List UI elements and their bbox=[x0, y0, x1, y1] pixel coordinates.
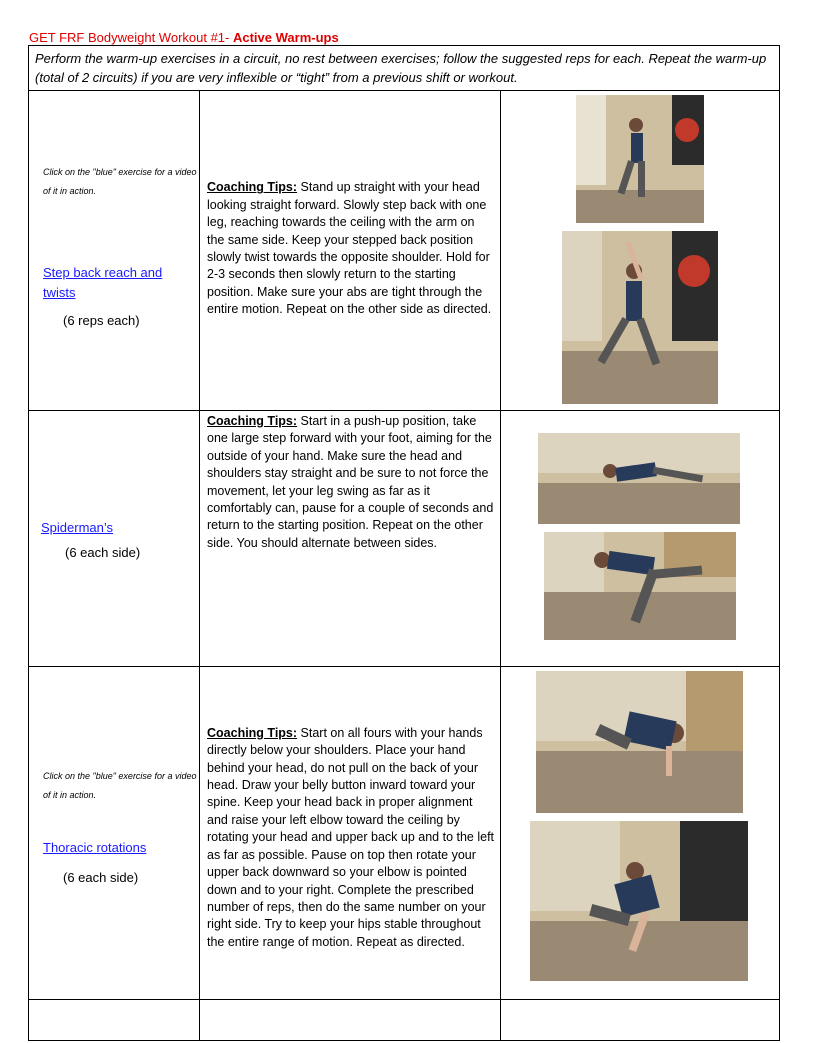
exercise-photo bbox=[536, 671, 743, 813]
empty-row bbox=[29, 1000, 780, 1041]
exercise-row bbox=[29, 411, 780, 667]
tips-heading: Coaching Tips: bbox=[207, 414, 298, 428]
exercise-name-cell bbox=[29, 91, 200, 411]
tips-text: Start in a push-up position, take one large step forward with your foot, aiming for the outside of your hand. Make sure the head and shoulders stay straight and be sure to not force the movement, let your leg swing as far as it comfortably can, pause for a couple of seconds and return to the starting position. Repeat on the other side. You should alternate between sides. bbox=[207, 414, 494, 550]
exercise-photo bbox=[538, 433, 740, 524]
tips-text: Start on all fours with your hands directly below your shoulders. Place your hand behind your head, do not pull on the back of your head. Draw your belly button inward toward your spine. Keep your head back in proper alignment and raise your left elbow toward the ceiling by rotating your head and upper back up and to the left as far as possible. Pause on top then rotate your upper back downward so your elbow is pointed down and to your right. Complete the prescribed number of reps, then do the same number on your right side. Try to keep your hips stable throughout the entire range of motion. Repeat as directed. bbox=[207, 725, 495, 949]
coaching-tips bbox=[200, 91, 501, 411]
video-note: Click on the "blue" exercise for a video of it in action. bbox=[43, 167, 197, 196]
video-note: Click on the "blue" exercise for a video of it in action. bbox=[43, 771, 197, 800]
exercise-link-step-back[interactable]: Step back reach and twists bbox=[43, 265, 163, 300]
exercise-name-cell bbox=[29, 411, 200, 667]
exercise-row bbox=[29, 91, 780, 411]
tips-heading: Coaching Tips: bbox=[207, 725, 298, 740]
exercise-photo bbox=[530, 821, 748, 981]
coaching-tips bbox=[200, 411, 501, 667]
exercise-photos bbox=[501, 91, 780, 411]
exercise-photo bbox=[576, 95, 704, 223]
exercise-reps: (6 reps each) bbox=[63, 313, 140, 328]
tips-text: Stand up straight with your head looking straight forward. Slowly step back with one leg, reaching towards the ceiling with the arm on the same side. Keep your stepped back position slowly twist towards the opposite shoulder. Hold for 2-3 seconds then slowly return to the starting position. Make sure your abs are tight through the entire motion. Repeat on the other side as directed. bbox=[207, 180, 492, 317]
exercise-photos bbox=[501, 667, 780, 1000]
exercise-reps: (6 each side) bbox=[65, 545, 141, 560]
exercise-photo bbox=[562, 231, 718, 404]
exercise-link-spidermans[interactable]: Spiderman’s bbox=[41, 520, 114, 535]
exercise-name-cell bbox=[29, 667, 200, 1000]
workout-table bbox=[28, 45, 780, 1041]
page-title: GET FRF Bodyweight Workout #1- Active Warm-ups bbox=[29, 30, 339, 45]
exercise-row bbox=[29, 667, 780, 1000]
exercise-photo bbox=[544, 532, 736, 640]
intro-text: Perform the warm-up exercises in a circuit, no rest between exercises; follow the suggested reps for each. Repeat the warm-up (total of 2 circuits) if you are very inflexible or “tight” from a previous shift or workout. bbox=[29, 46, 780, 91]
tips-heading: Coaching Tips: bbox=[207, 180, 298, 195]
exercise-photos bbox=[501, 411, 780, 667]
coaching-tips bbox=[200, 667, 501, 1000]
exercise-reps: (6 each side) bbox=[63, 870, 139, 885]
exercise-link-thoracic-rotations[interactable]: Thoracic rotations bbox=[43, 840, 147, 855]
